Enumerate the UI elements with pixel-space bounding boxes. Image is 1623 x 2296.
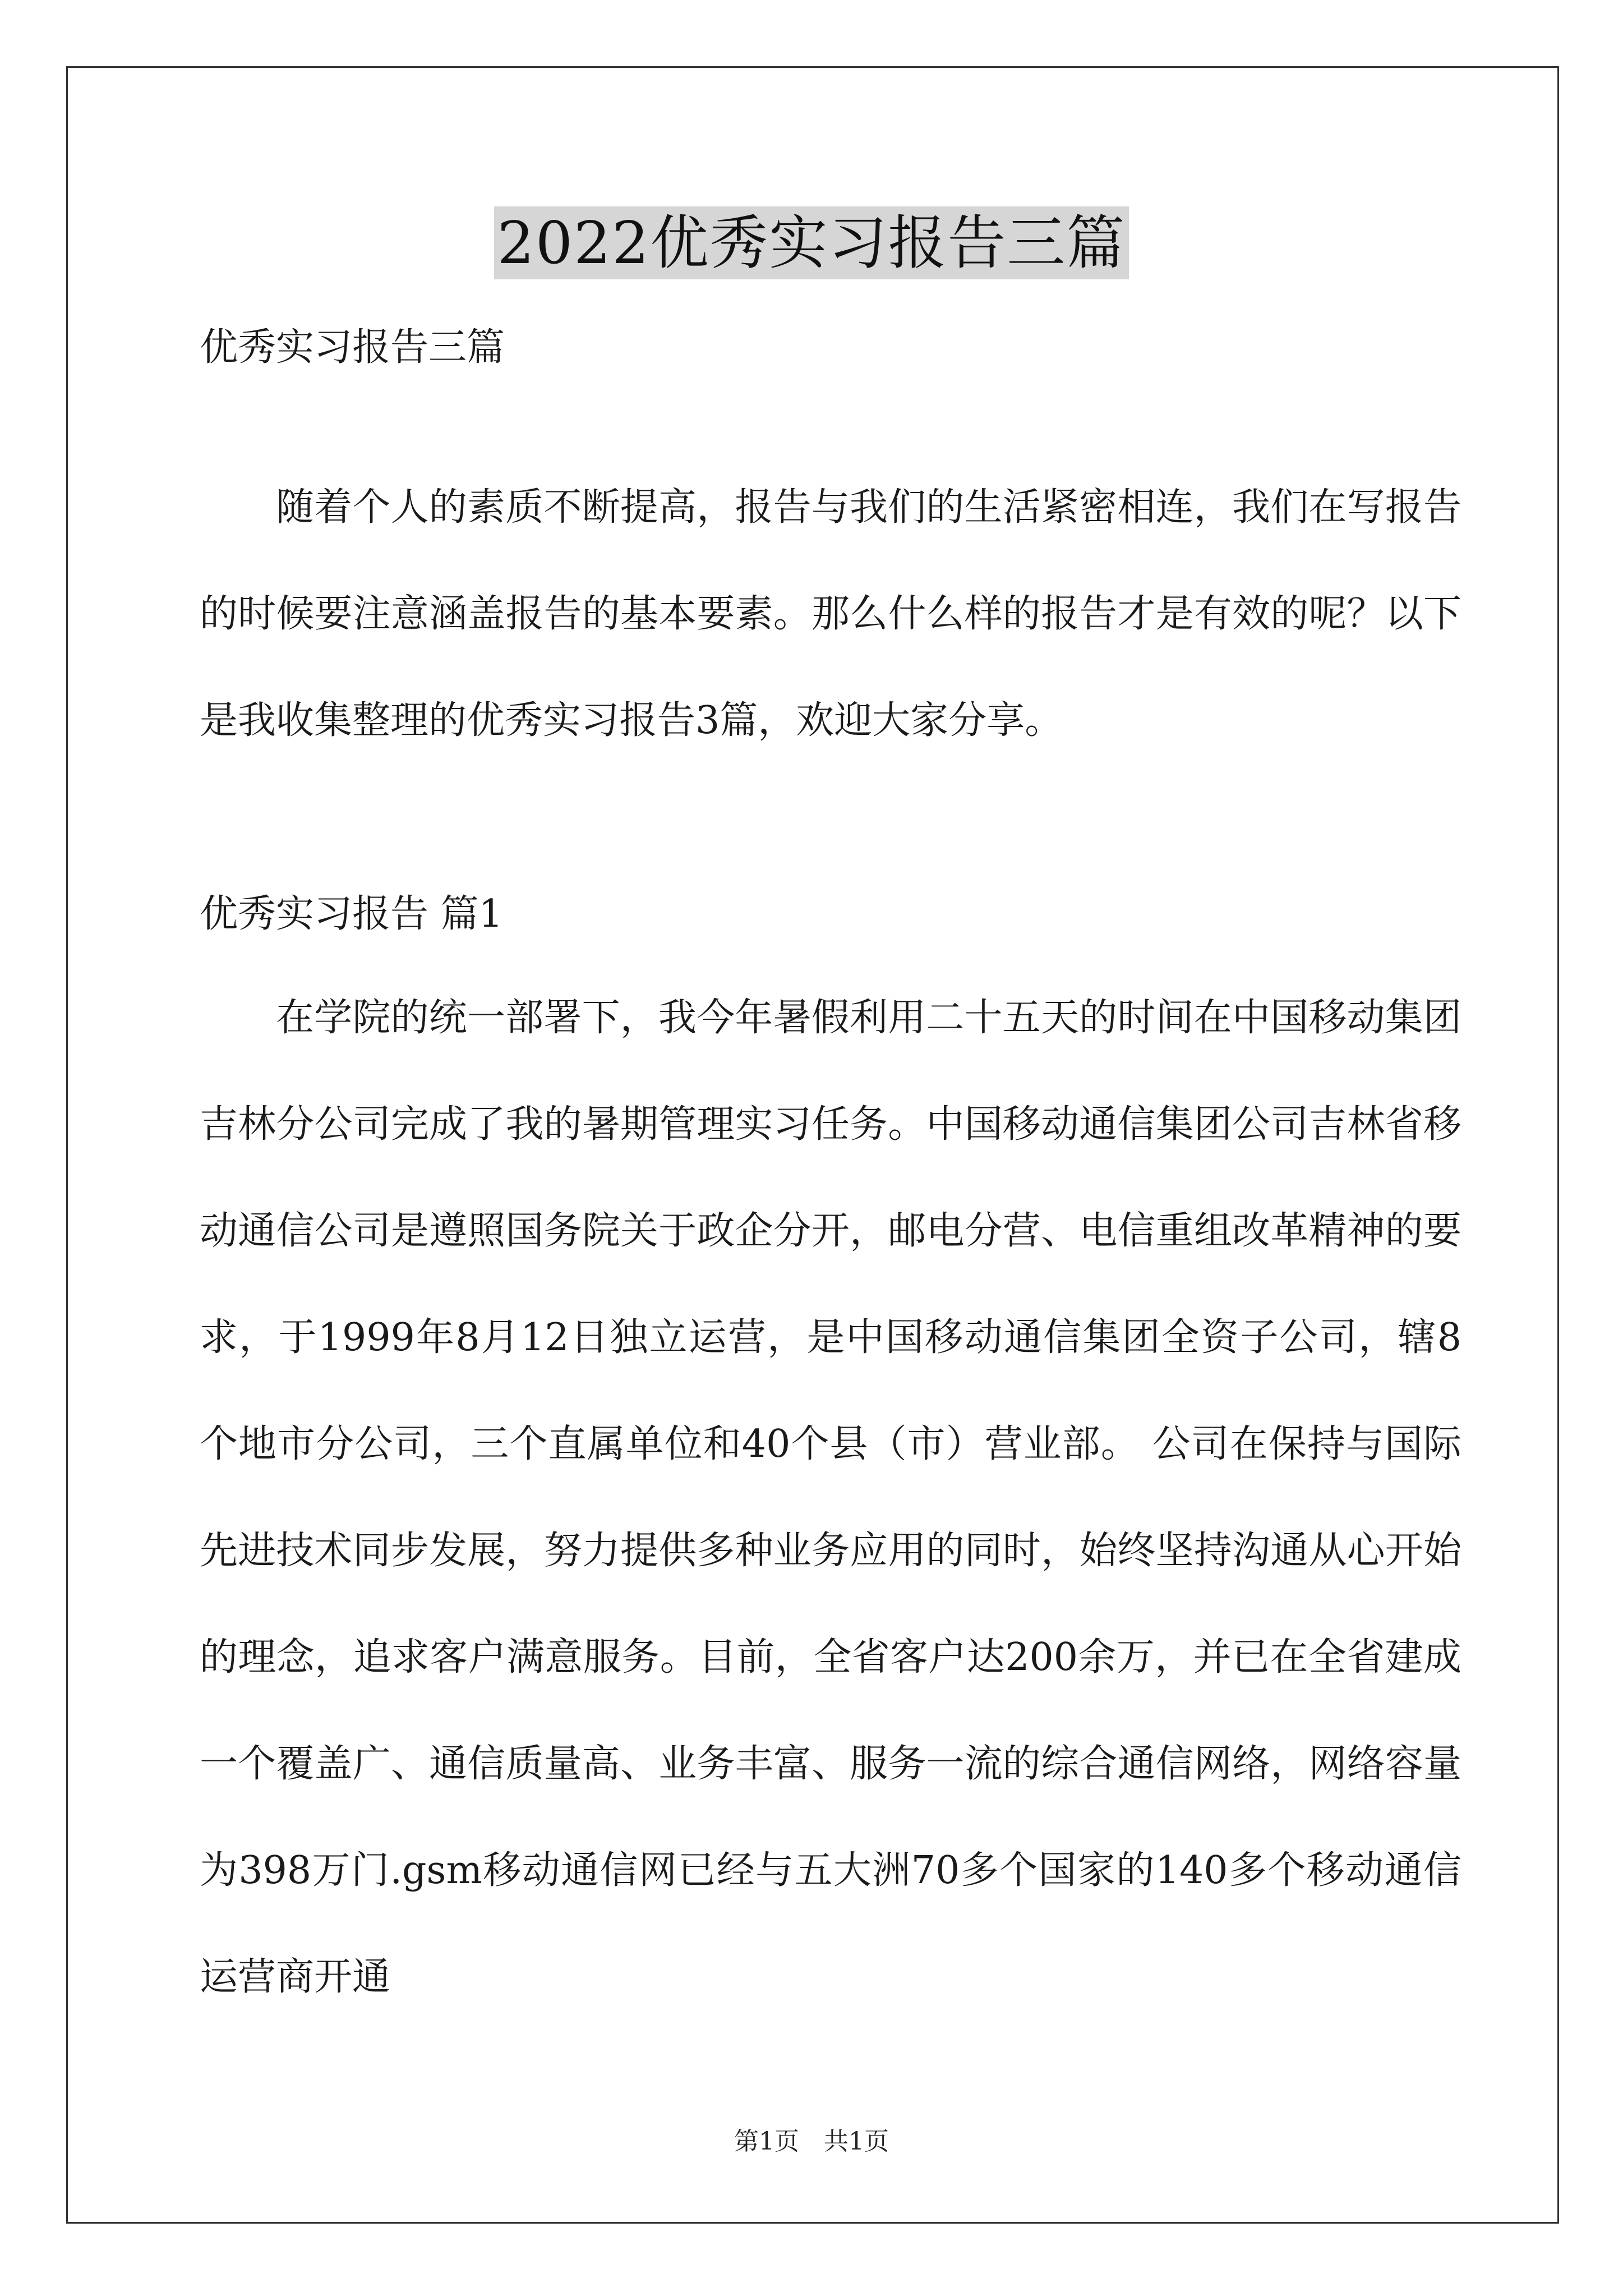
section-heading: 优秀实习报告 篇1 xyxy=(200,892,503,936)
intro-paragraph: 随着个人的素质不断提高，报告与我们的生活紧密相连，我们在写报告的时候要注意涵盖报告的基本要素。那么什么样的报告才是有效的呢？以下是我收集整理的优秀实习报告3篇，欢迎大家分享。 xyxy=(200,485,1461,743)
document-subtitle: 优秀实习报告三篇 xyxy=(200,325,505,370)
section-paragraph: 在学院的统一部署下，我今年暑假利用二十五天的时间在中国移动集团吉林分公司完成了我的暑期管理实习任务。中国移动通信集团公司吉林省移动通信公司是遵照国务院关于政企分开，邮电分营、电信重组改革精神的要求，于1999年8月12日独立运营，是中国移动通信集团全资子公司，辖8个地市分公司，三个直属单位和40个县（市）营业部。 公司在保持与国际先进技术同步发展，努力提供多种业务应用的同时，始终坚持沟通从心开始的理念，追求客户满意服务。目前，全省客户达200余万，并已在全省建成一个覆盖广、通信质量高、业务丰富、服务一流的综合通信网络，网络容量为398万门.gsm移动通信网已经与五大洲70多个国家的140多个移动通信运营商开通 xyxy=(200,996,1461,1999)
document-title: 2022优秀实习报告三篇 xyxy=(494,206,1129,279)
title-container xyxy=(0,206,1623,279)
page-footer: 第1页 共1页 xyxy=(734,2127,889,2156)
